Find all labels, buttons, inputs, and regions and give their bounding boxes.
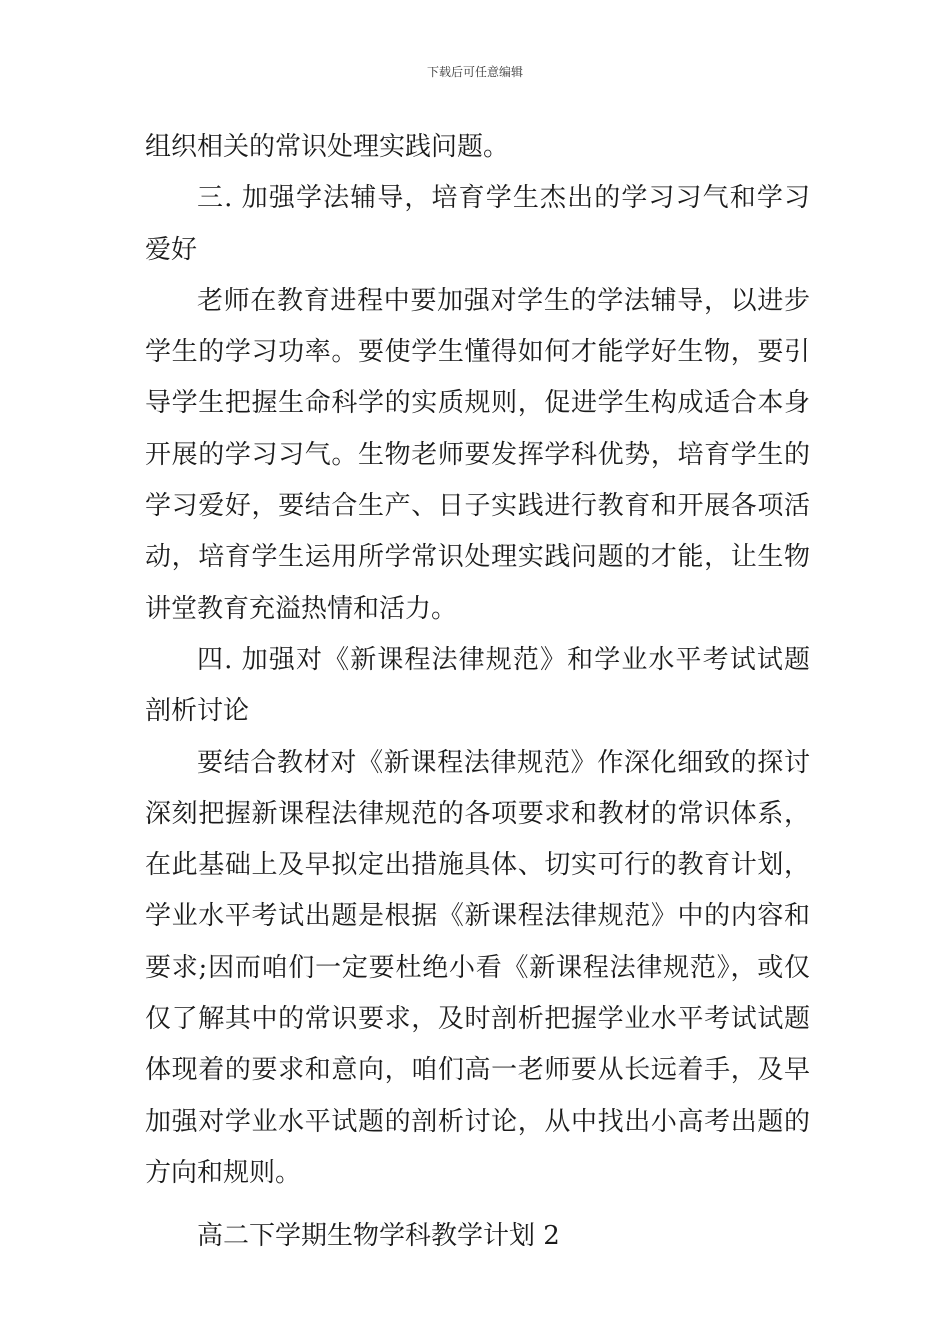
section-heading-4: 四. 加强对《新课程法律规范》和学业水平考试试题剖析讨论 <box>145 644 810 727</box>
paragraph-curriculum-analysis: 要结合教材对《新课程法律规范》作深化细致的探讨深刻把握新课程法律规范的各项要求和教材的常识体系，在此基础上及早拟定出措施具体、切实可行的教育计划，学业水平考试出题是根据《新课程法律规范》中的内容和要求;因而咱们一定要杜绝小看《新课程法律规范》，或仅仅了解其中的常识要求，及时剖析把握学业水平考试试题体现着的要求和意向，咱们高一老师要从长远着手，及早加强对学业水平试题的剖析讨论，从中找出小高考出题的方向和规则。 <box>145 747 810 1188</box>
page-header: 下载后可任意编辑 <box>426 65 523 79</box>
document-title-plan-2: 高二下学期生物学科教学计划 2 <box>197 1221 560 1252</box>
section-heading-3: 三. 加强学法辅导，培育学生杰出的学习习气和学习爱好 <box>145 183 810 265</box>
document-body <box>145 122 810 1263</box>
paragraph-study-guidance: 老师在教育进程中要加强对学生的学法辅导，以进步学生的学习功率。要使学生懂得如何才能学好生物，要引导学生把握生命科学的实质规则，促进学生构成适合本身开展的学习习气。生物老师要发挥学科优势，培育学生的学习爱好，要结合生产、日子实践进行教育和开展各项活动，培育学生运用所学常识处理实践问题的才能，让生物讲堂教育充溢热情和活力。 <box>145 285 810 624</box>
paragraph-continuation: 组织相关的常识处理实践问题。 <box>145 132 510 162</box>
